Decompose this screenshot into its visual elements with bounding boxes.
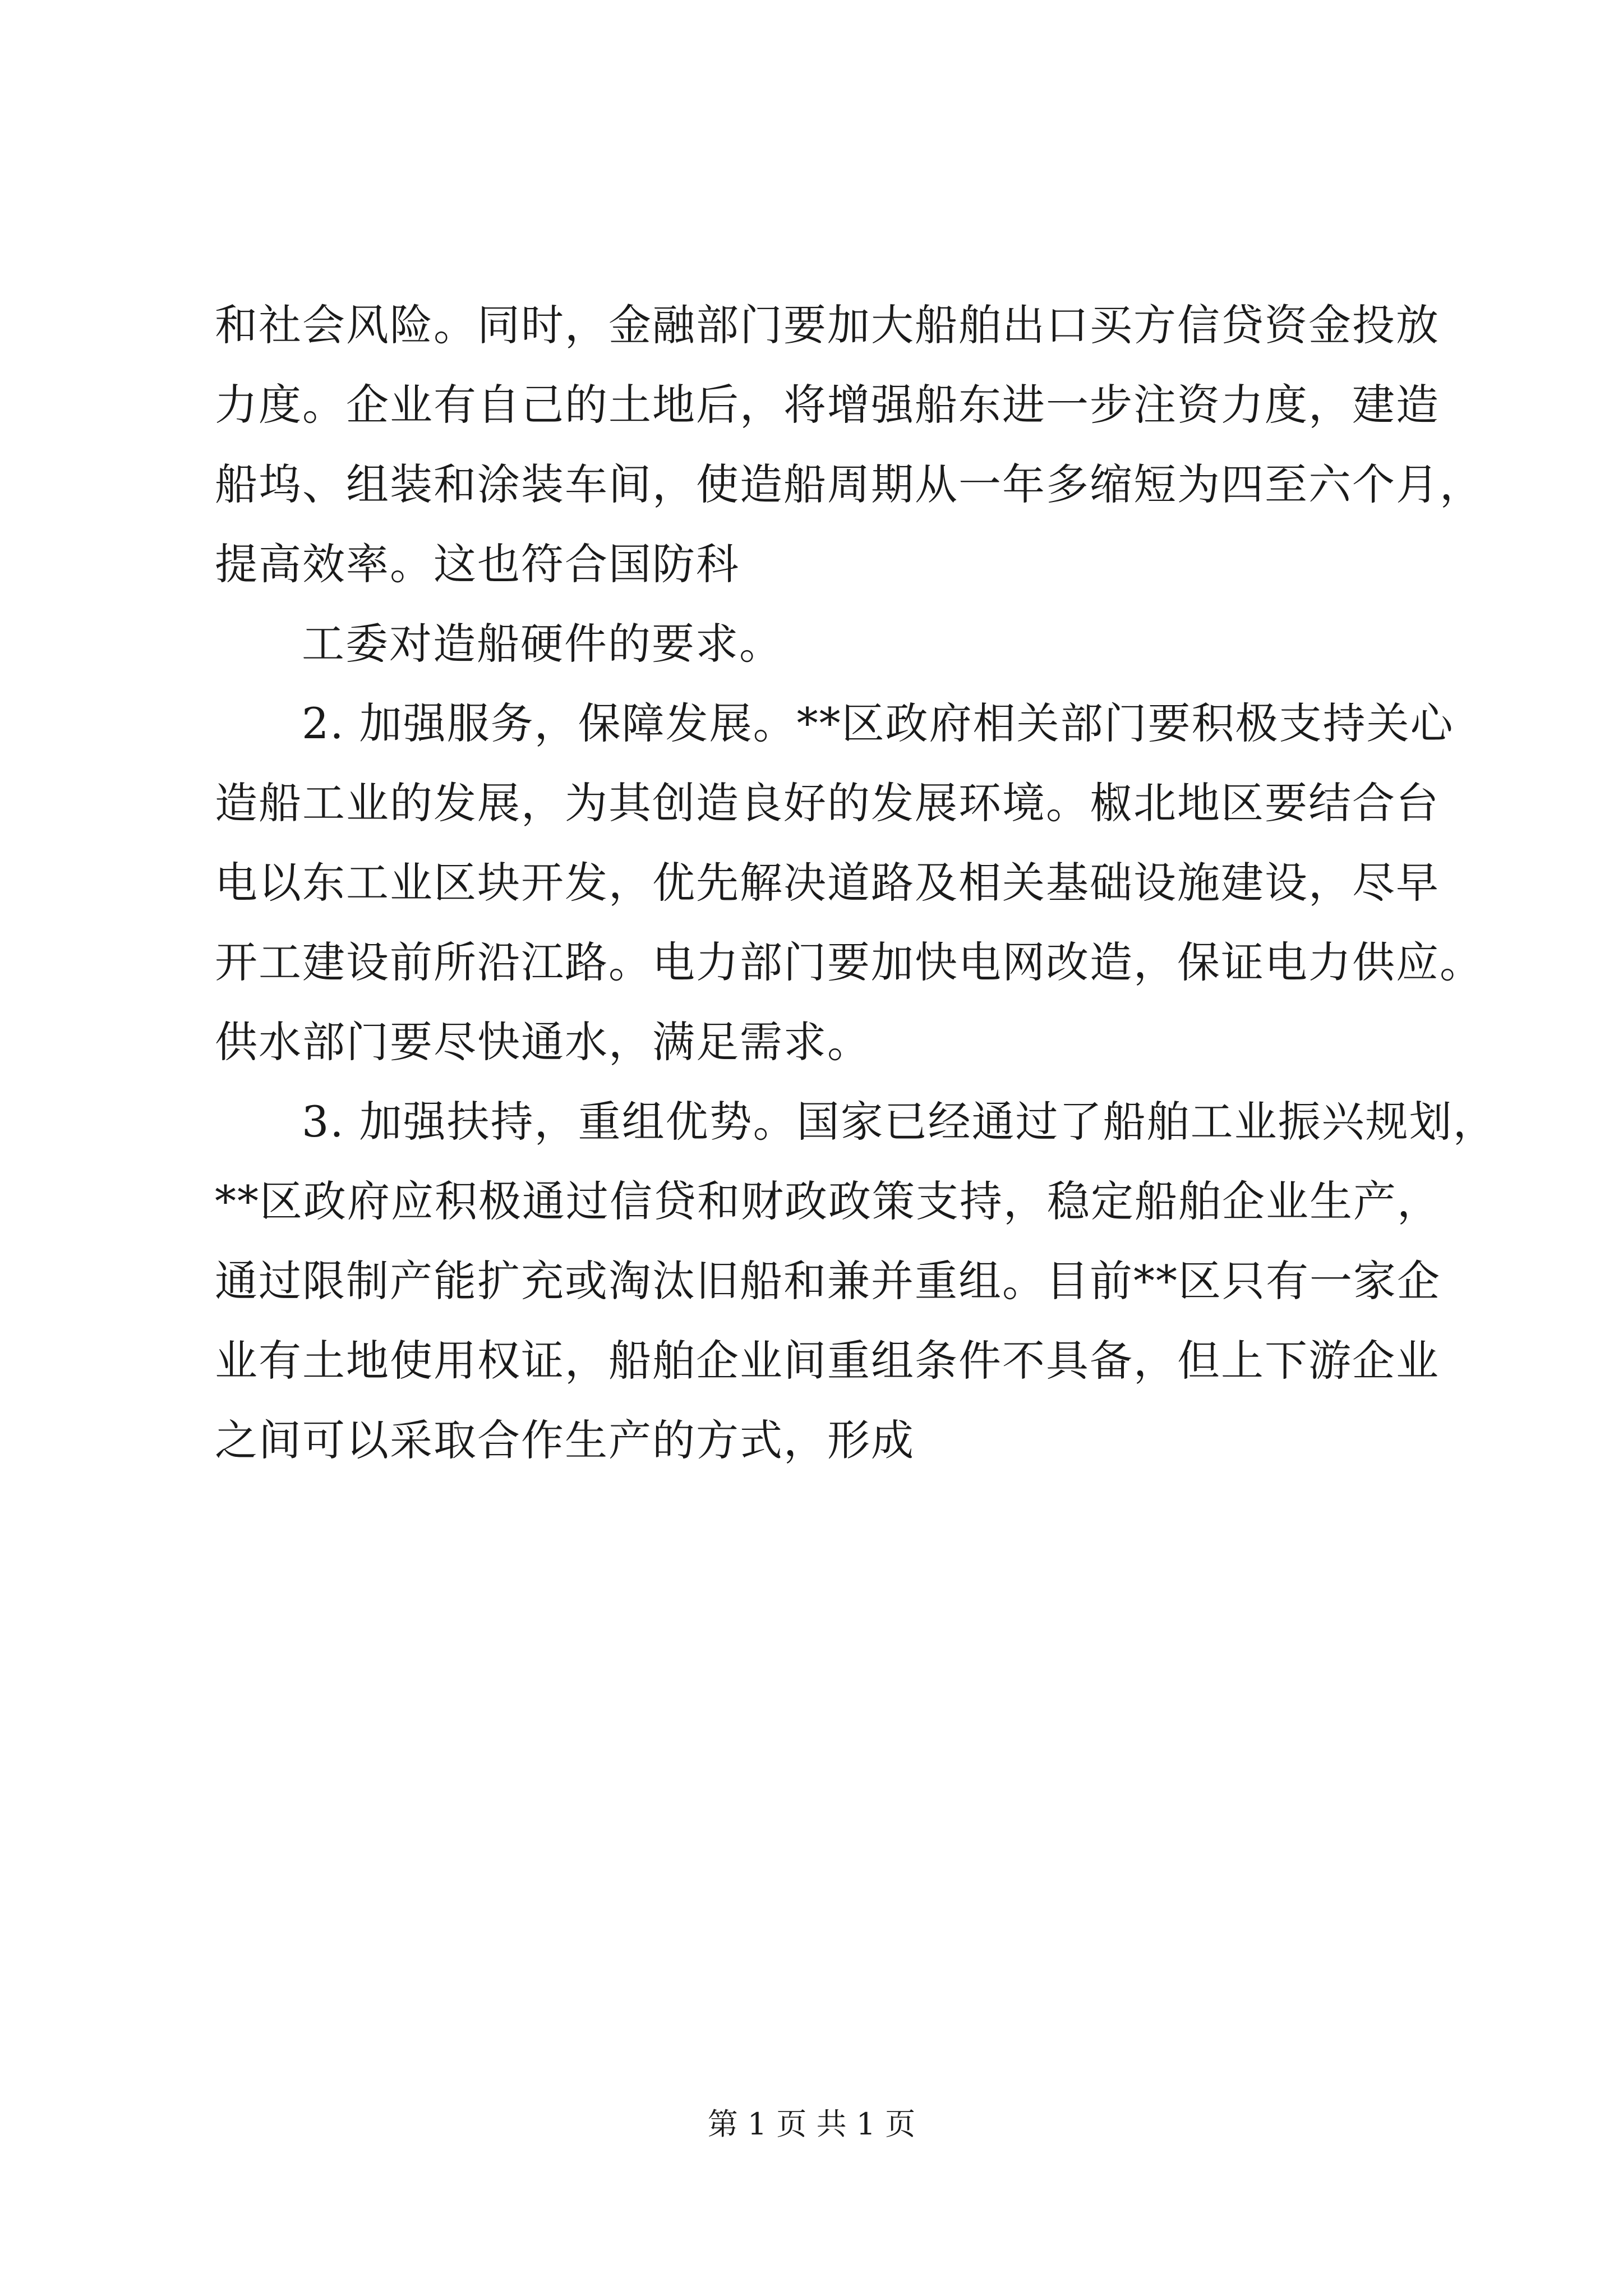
body-text-line: 和社会风险。同时，金融部门要加大船舶出口买方信贷资金投放 bbox=[215, 300, 1440, 350]
body-text-line: 通过限制产能扩充或淘汰旧船和兼并重组。目前**区只有一家企 bbox=[215, 1256, 1441, 1306]
body-text-line: 造船工业的发展，为其创造良好的发展环境。椒北地区要结合台 bbox=[215, 778, 1440, 828]
body-text-line: 之间可以采取合作生产的方式，形成 bbox=[215, 1415, 915, 1465]
page-number-footer: 第 1 页 共 1 页 bbox=[707, 2106, 916, 2142]
paragraph-3-start: 3. 加强扶持，重组优势。国家已经通过了船舶工业振兴规划， bbox=[302, 1097, 1497, 1147]
body-text-line: 提高效率。这也符合国防科 bbox=[215, 539, 740, 589]
body-text-line: 船坞、组装和涂装车间，使造船周期从一年多缩短为四至六个月， bbox=[215, 459, 1483, 509]
body-text-line: 工委对造船硬件的要求。 bbox=[302, 619, 783, 669]
paragraph-2-start: 2. 加强服务，保障发展。**区政府相关部门要积极支持关心 bbox=[302, 698, 1454, 748]
body-text-line: **区政府应积极通过信贷和财政政策支持，稳定船舶企业生产， bbox=[215, 1176, 1441, 1226]
body-text-line: 业有土地使用权证，船舶企业间重组条件不具备，但上下游企业 bbox=[215, 1336, 1440, 1386]
body-text-line: 供水部门要尽快通水，满足需求。 bbox=[215, 1017, 871, 1067]
body-text-line: 电以东工业区块开发，优先解决道路及相关基础设施建设，尽早 bbox=[215, 858, 1440, 908]
body-text-line: 力度。企业有自己的土地后，将增强船东进一步注资力度，建造 bbox=[215, 380, 1440, 430]
body-text-line: 开工建设前所沿江路。电力部门要加快电网改造，保证电力供应。 bbox=[215, 937, 1483, 987]
